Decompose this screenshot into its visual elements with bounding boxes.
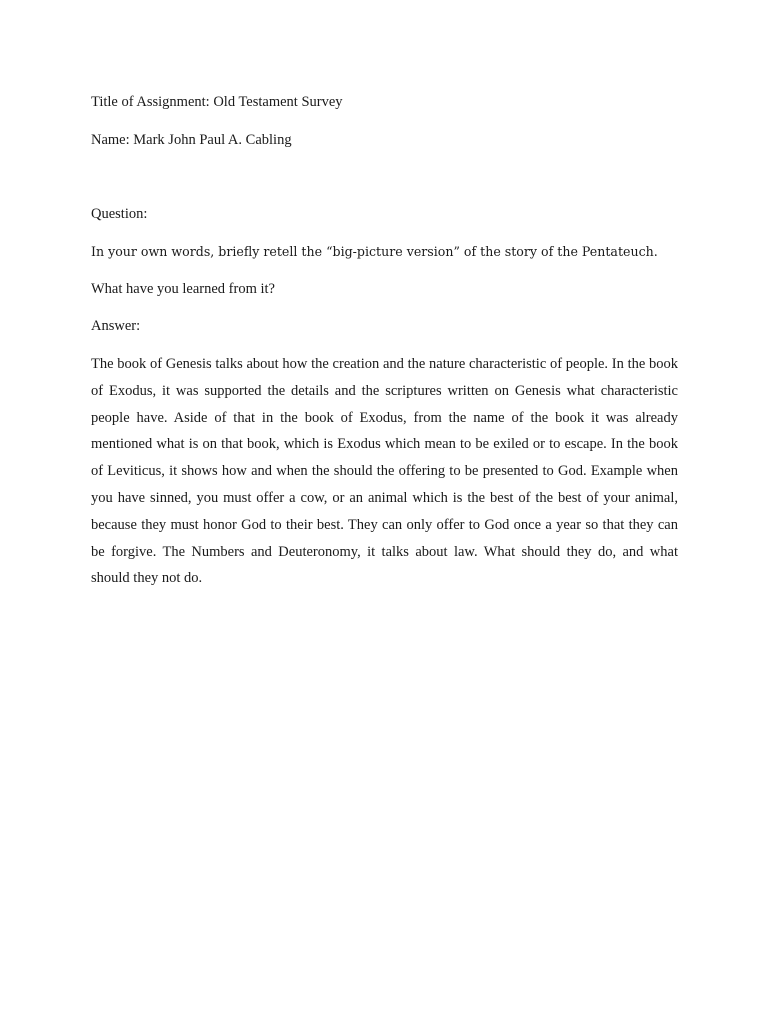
- question-label: Question:: [91, 206, 148, 222]
- question-followup: What have you learned from it?: [91, 281, 275, 297]
- question-prompt: In your own words, briefly retell the “big-picture version” of the story of the Pentateuch.: [91, 244, 658, 259]
- answer-body: The book of Genesis talks about how the creation and the nature characteristic of people. In the book of Exodus, it was supported the details and the scriptures written on Genesis what characteristic people have. Aside of that in the book of Exodus, from the name of the book it was already mentioned what is on that book, which is Exodus which mean to be exiled or to escape. In the book of Leviticus, it shows how and when the should the offering to be presented to God. Example when you have sinned, you must offer a cow, or an animal which is the best of the best of your animal, because they must honor God to their best. They can only offer to God once a year so that they can be forgive. The Numbers and Deuteronomy, it talks about law. What should they do, and what should they not do.: [91, 356, 678, 587]
- answer-label: Answer:: [91, 318, 141, 334]
- assignment-title: Title of Assignment: Old Testament Survey: [91, 94, 343, 110]
- student-name: Name: Mark John Paul A. Cabling: [91, 132, 292, 148]
